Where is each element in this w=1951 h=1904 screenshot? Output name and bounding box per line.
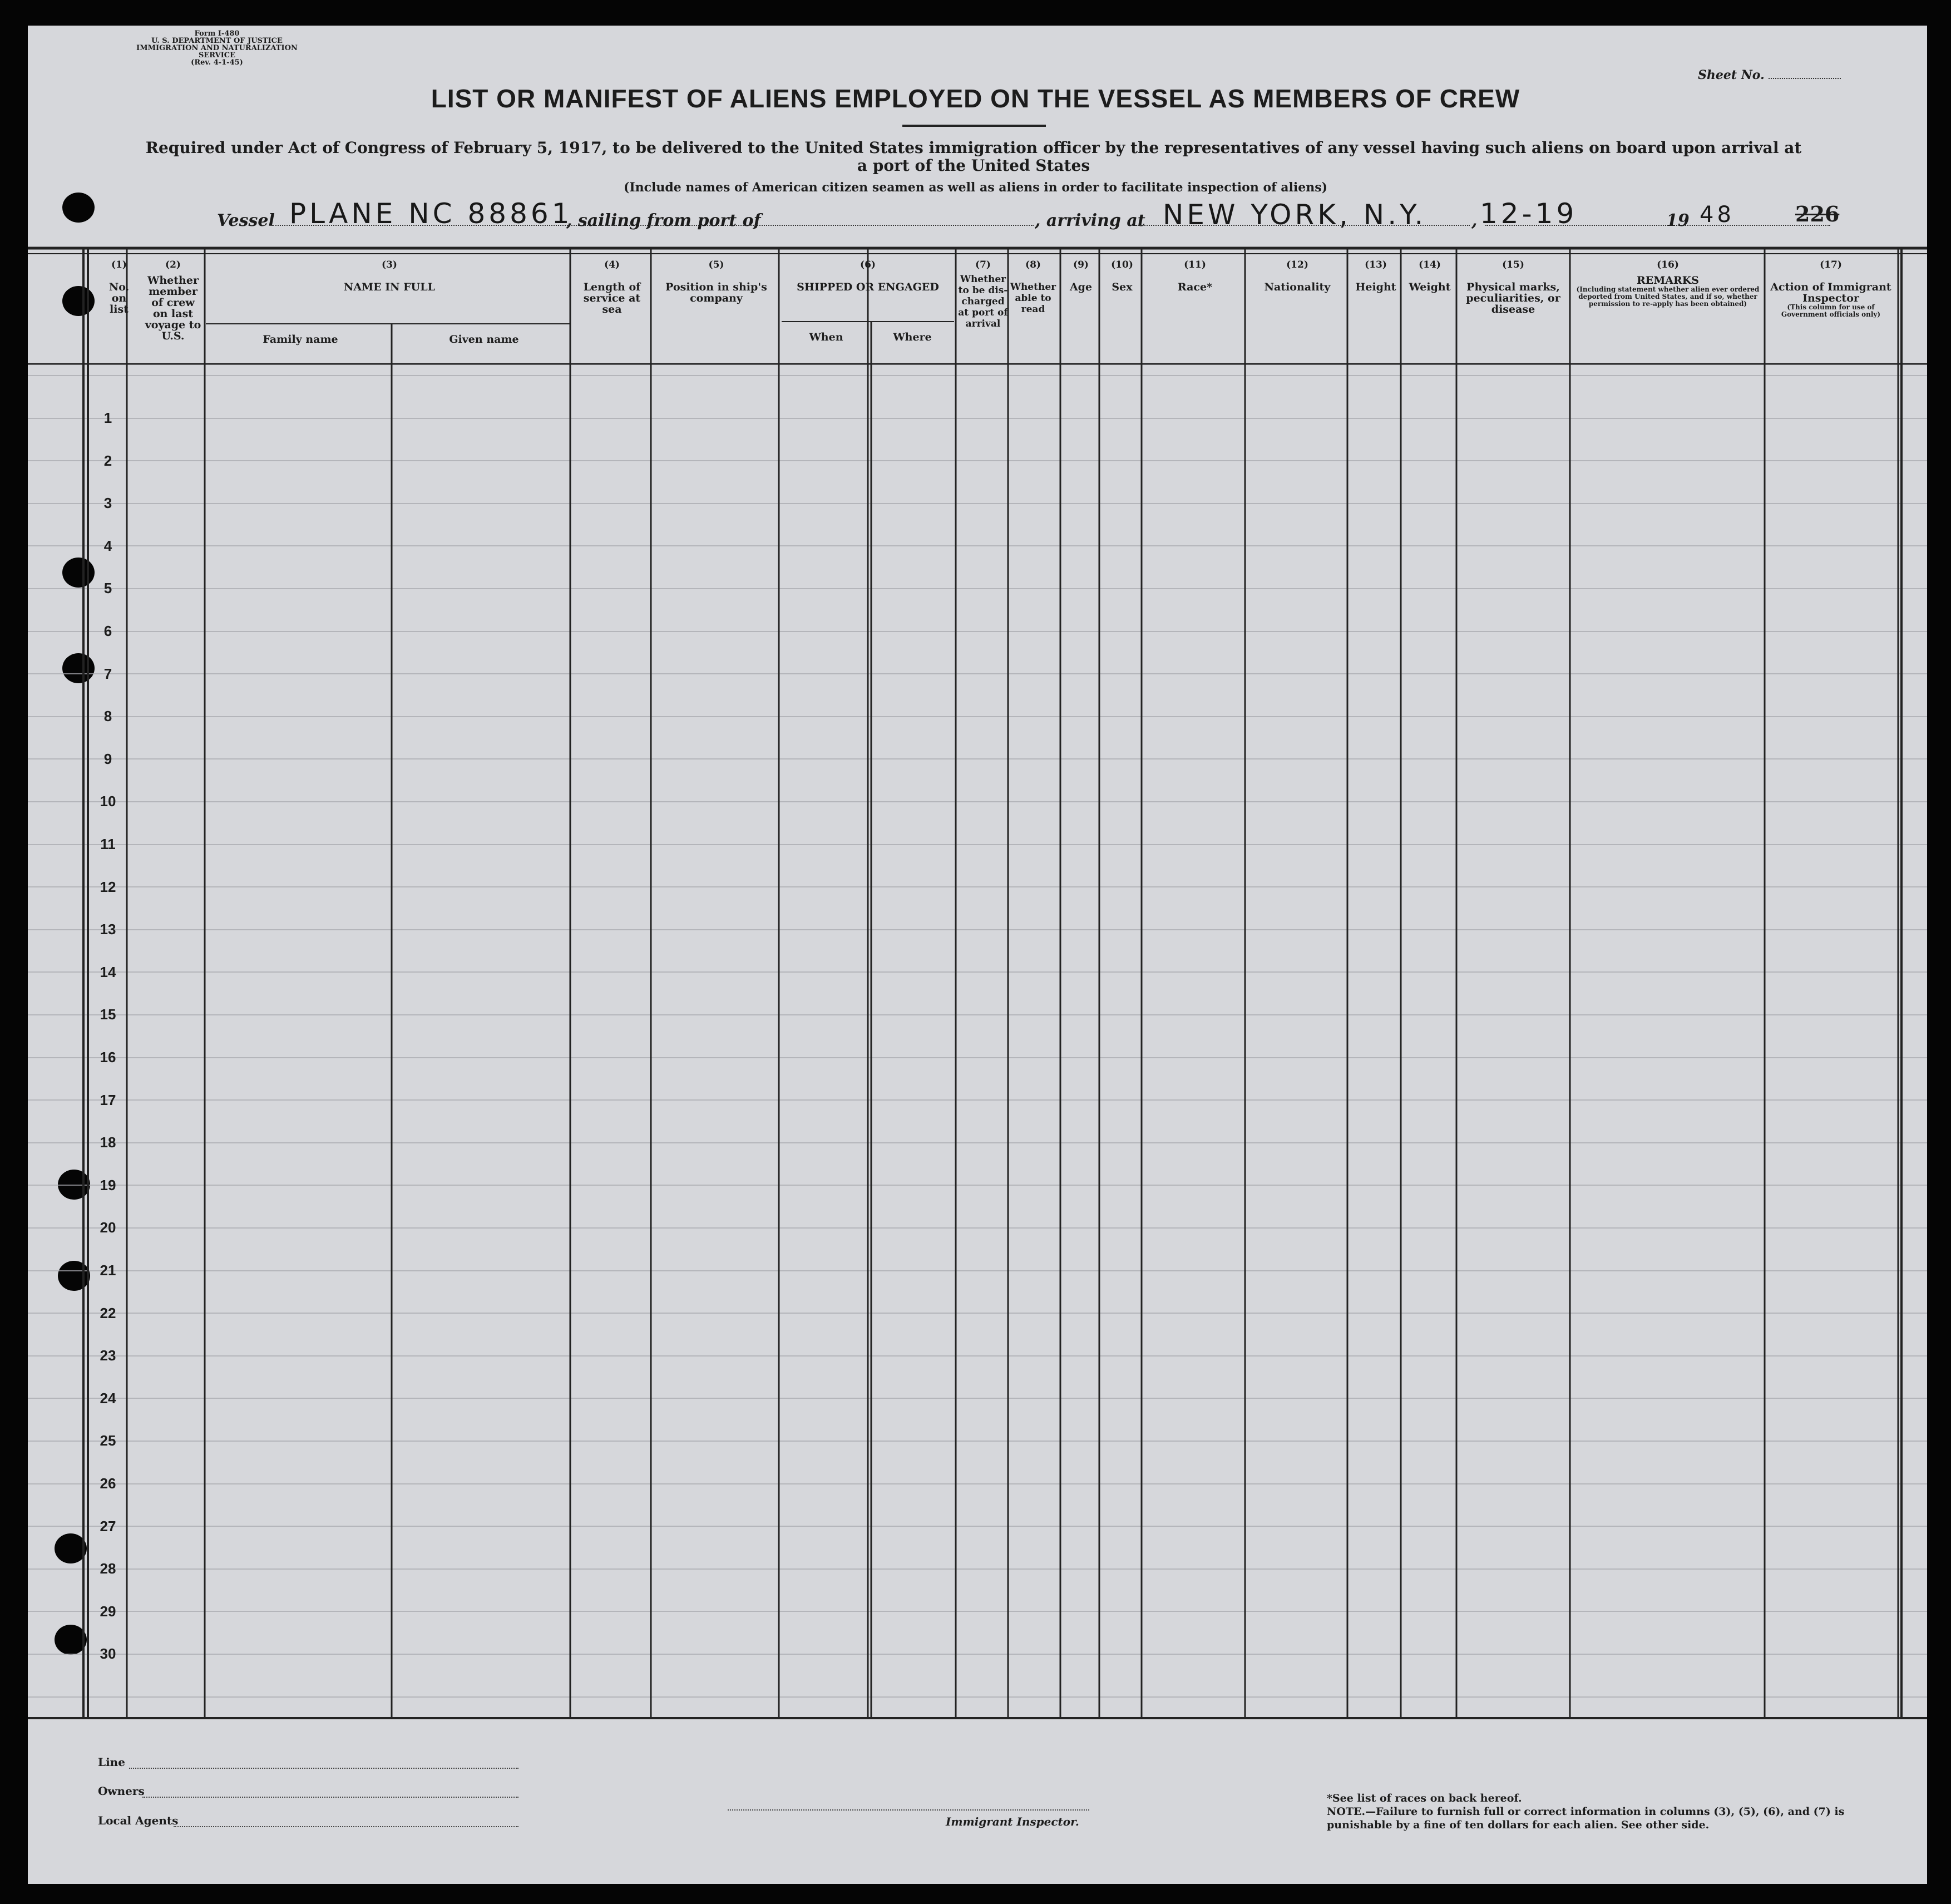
row-number: 15	[100, 1006, 116, 1023]
col-header-sex: (10) Sex	[1111, 259, 1133, 293]
col-header-remarks: (16) REMARKS (Including statement whether alien ever ordered deported from United States, and if so, whether permission to re-apply has been obtained)	[1576, 259, 1760, 308]
row-number: 29	[100, 1603, 116, 1620]
row-number: 10	[100, 793, 116, 810]
row-number: 14	[100, 964, 116, 980]
row-number: 6	[103, 623, 112, 639]
date-handwriting: 12-19	[1480, 198, 1578, 230]
row-number: 21	[100, 1262, 116, 1279]
service: IMMIGRATION AND NATURALIZATION SERVICE	[136, 44, 298, 60]
row-number: 5	[103, 580, 112, 596]
owners-field[interactable]	[142, 1796, 518, 1798]
col-header-age: (9) Age	[1069, 259, 1093, 293]
row-number: 20	[100, 1219, 116, 1236]
row-number: 4	[103, 537, 112, 554]
line-label: Line	[98, 1755, 125, 1769]
revision: (Rev. 4-1-45)	[191, 58, 243, 67]
row-number: 26	[100, 1475, 116, 1492]
row-number: 22	[100, 1305, 116, 1321]
row-number: 8	[103, 708, 112, 724]
vessel-handwriting: PLANE NC 88861	[289, 198, 573, 230]
row-number: 18	[100, 1134, 116, 1151]
col-header-action: (17) Action of Immigrant Inspector (This column for use of Government officials only)	[1770, 259, 1891, 318]
department: U. S. DEPARTMENT OF JUSTICE	[151, 37, 283, 45]
arriving-label: , arriving at	[1035, 211, 1145, 230]
row-number: 7	[103, 665, 112, 682]
row-number: 25	[100, 1432, 116, 1449]
col-header-physical: (15) Physical marks, peculiarities, or disease	[1466, 259, 1560, 315]
vessel-label: Vessel	[217, 211, 275, 230]
row-number: 19	[100, 1177, 116, 1193]
col-header-race: (11) Race*	[1177, 259, 1213, 293]
form-number: Form I-480	[194, 29, 240, 38]
row-number: 30	[100, 1645, 116, 1662]
local-agents-field[interactable]	[174, 1826, 518, 1827]
footer-note	[1327, 1792, 1850, 1832]
races-note: *See list of races on back hereof.	[1327, 1792, 1522, 1804]
comma: ,	[1471, 211, 1478, 230]
row-number: 12	[100, 879, 116, 895]
col-header-given: Given name	[449, 333, 519, 346]
sheet-label: Sheet No.	[1698, 68, 1765, 82]
col-header-crew: (2) Whether member of crew on last voyage to U.S.	[145, 259, 201, 342]
col-header-name: (3) NAME IN FULL	[344, 259, 435, 293]
row-number: 24	[100, 1390, 116, 1407]
stamp-number: 226	[1795, 201, 1840, 226]
row-number: 13	[100, 921, 116, 938]
col-header-service: (4) Length of service at sea	[583, 259, 641, 315]
row-number: 3	[103, 495, 112, 511]
col-header-discharged: (7) Whether to be dis-charged at port of arrival	[958, 259, 1008, 329]
inspector-signature-field[interactable]	[728, 1809, 1089, 1811]
row-number: 11	[100, 836, 116, 852]
col-header-where: Where	[893, 331, 932, 343]
penalty-note: NOTE.—Failure to furnish full or correct information in columns (3), (5), (6), and (7) is punishable by a fine of ten dollars for each alien. See other side.	[1327, 1806, 1845, 1831]
arriving-handwriting: NEW YORK, N.Y.	[1163, 199, 1427, 231]
col-header-family: Family name	[263, 333, 338, 346]
col-header-position: (5) Position in ship's company	[665, 259, 767, 304]
owners-label: Owners	[98, 1784, 145, 1798]
required-statement: Required under Act of Congress of February 5, 1917, to be delivered to the United States immigration officer by the representatives of any vessel having such aliens on board upon arrival at a port of the United States	[145, 139, 1802, 175]
inspector-label: Immigrant Inspector.	[946, 1815, 1079, 1828]
row-number: 28	[100, 1560, 116, 1577]
row-number: 16	[100, 1049, 116, 1066]
col-header-shipped: (6) SHIPPED OR ENGAGED	[797, 259, 939, 293]
sailing-label: , sailing from port of	[566, 211, 761, 230]
row-number: 1	[103, 410, 112, 426]
col-header-nationality: (12) Nationality	[1264, 259, 1331, 293]
include-note: (Include names of American citizen seamen as well as aliens in order to facilitate inspection of aliens)	[623, 180, 1328, 195]
row-number: 23	[100, 1347, 116, 1364]
row-number: 27	[100, 1518, 116, 1535]
col-header-read: (8) Whether able to read	[1010, 259, 1056, 315]
local-agents-label: Local Agents	[98, 1814, 179, 1827]
col-header-height: (13) Height	[1355, 259, 1396, 293]
col-header-when: When	[809, 331, 843, 343]
year-handwriting: 48	[1700, 202, 1735, 228]
col-header-no: (1) No. on list	[108, 259, 130, 315]
row-number: 9	[103, 751, 112, 767]
page-title: LIST OR MANIFEST OF ALIENS EMPLOYED ON THE VESSEL AS MEMBERS OF CREW	[431, 84, 1520, 113]
row-number: 17	[100, 1092, 116, 1108]
line-field[interactable]	[129, 1767, 518, 1769]
col-header-weight: (14) Weight	[1409, 259, 1451, 293]
row-number: 2	[103, 452, 112, 469]
year-prefix: 19	[1666, 211, 1690, 230]
